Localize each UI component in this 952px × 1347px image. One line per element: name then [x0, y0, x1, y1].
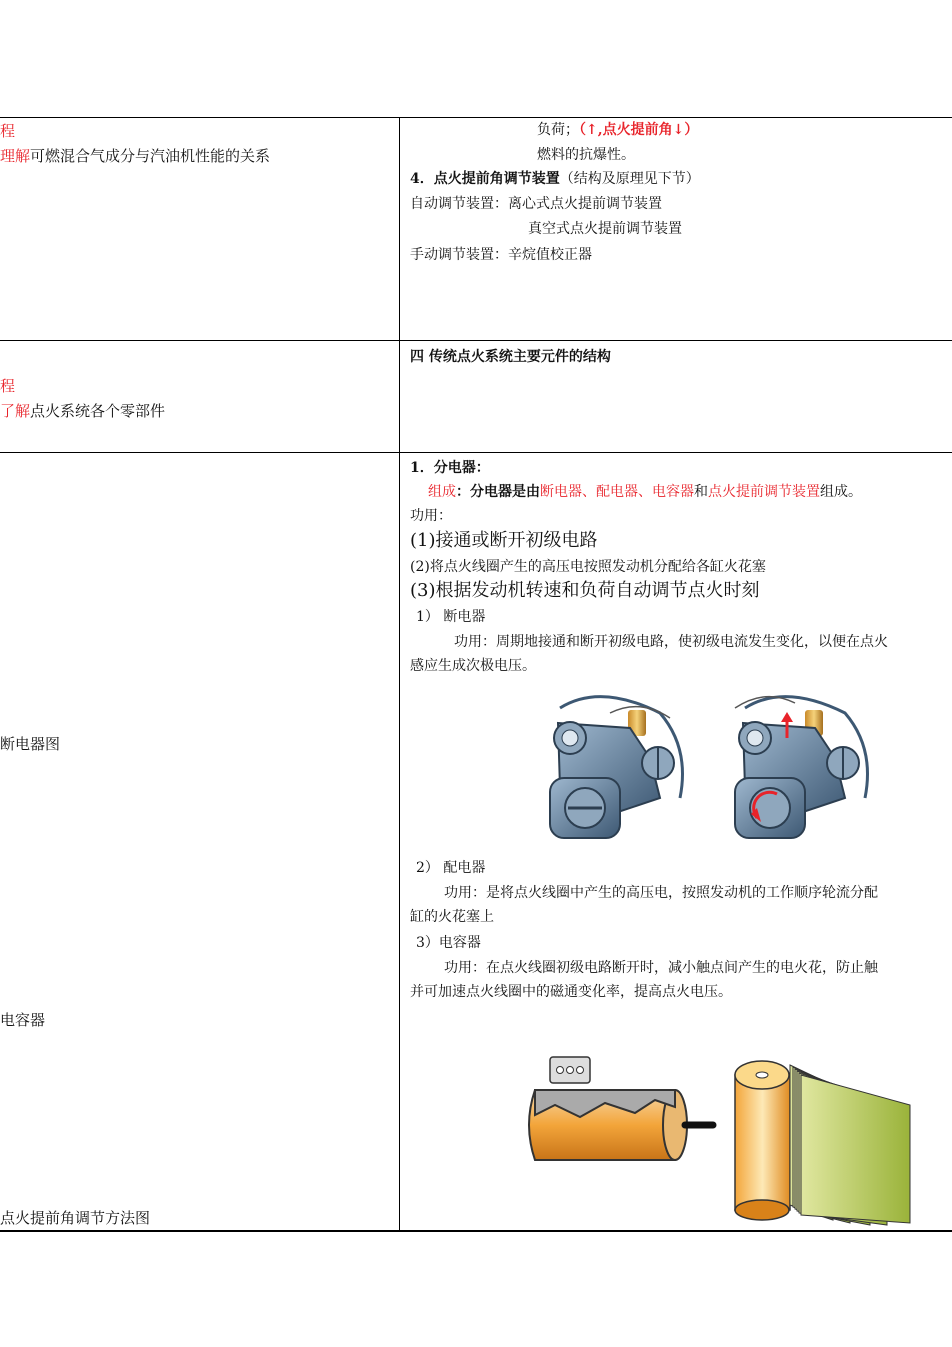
- row-divider-1: [0, 340, 952, 341]
- left-r2-goal: 了解点火系统各个零部件: [0, 402, 166, 420]
- column-divider: [399, 117, 400, 1232]
- row-divider-2: [0, 452, 952, 453]
- section-heading: 四 传统点火系统主要元件的结构: [410, 349, 611, 365]
- left-r1-label: 程: [0, 122, 16, 140]
- distributor-heading: 2） 配电器: [416, 860, 486, 876]
- capacitor-can-icon: [529, 1057, 713, 1160]
- caption-advance-method: 点火提前角调节方法图: [0, 1209, 151, 1227]
- load-line: 负荷；（↑,点火提前角↓）: [537, 122, 699, 138]
- caption-breaker-figure: 断电器图: [0, 735, 61, 753]
- function-label: 功用：: [410, 508, 452, 524]
- function-2: (2)将点火线圈产生的高压电按照发动机分配给各缸火花塞: [410, 559, 766, 575]
- breaker-illustration: [540, 688, 880, 848]
- table-bottom-border: [0, 1230, 952, 1232]
- breaker-desc-1: 功用：周期地接通和断开初级电路，使初级电流发生变化，以便在点火: [454, 634, 888, 650]
- auto-adjust-line2: 真空式点火提前调节装置: [528, 221, 682, 237]
- function-1: (1)接通或断开初级电路: [410, 530, 598, 551]
- breaker-open-icon: [735, 697, 868, 838]
- capacitor-roll-icon: [735, 1061, 910, 1225]
- auto-adjust-line: 自动调节装置：离心式点火提前调节装置: [410, 196, 662, 212]
- capacitor-desc-2: 并可加速点火线圈中的磁通变化率，提高点火电压。: [410, 984, 732, 1000]
- function-3: (3)根据发动机转速和负荷自动调节点火时刻: [410, 580, 760, 601]
- table-top-border: [0, 117, 952, 118]
- capacitor-heading: 3）电容器: [416, 935, 481, 951]
- left-r2-label: 程: [0, 377, 16, 395]
- composition-line: 组成：分电器是由断电器、配电器、电容器和点火提前调节装置组成。: [428, 484, 862, 500]
- s1-title: 1．分电器：: [410, 460, 490, 476]
- capacitor-illustration: [525, 1045, 935, 1230]
- distributor-desc-1: 功用：是将点火线圈中产生的高压电，按照发动机的工作顺序轮流分配: [444, 885, 878, 901]
- breaker-heading: 1） 断电器: [416, 609, 486, 625]
- breaker-closed-icon: [550, 697, 683, 838]
- section4-line: 4．点火提前角调节装置（结构及原理见下节）: [410, 171, 700, 187]
- capacitor-desc-1: 功用：在点火线圈初级电路断开时，减小触点间产生的电火花，防止触: [444, 960, 878, 976]
- manual-adjust-line: 手动调节装置：辛烷值校正器: [410, 247, 592, 263]
- fuel-line: 燃料的抗爆性。: [537, 147, 635, 163]
- distributor-desc-2: 缸的火花塞上: [410, 909, 494, 925]
- left-r1-goal: 理解可燃混合气成分与汽油机性能的关系: [0, 147, 271, 165]
- breaker-desc-2: 感应生成次极电压。: [410, 658, 536, 674]
- caption-capacitor: 电容器: [0, 1011, 46, 1029]
